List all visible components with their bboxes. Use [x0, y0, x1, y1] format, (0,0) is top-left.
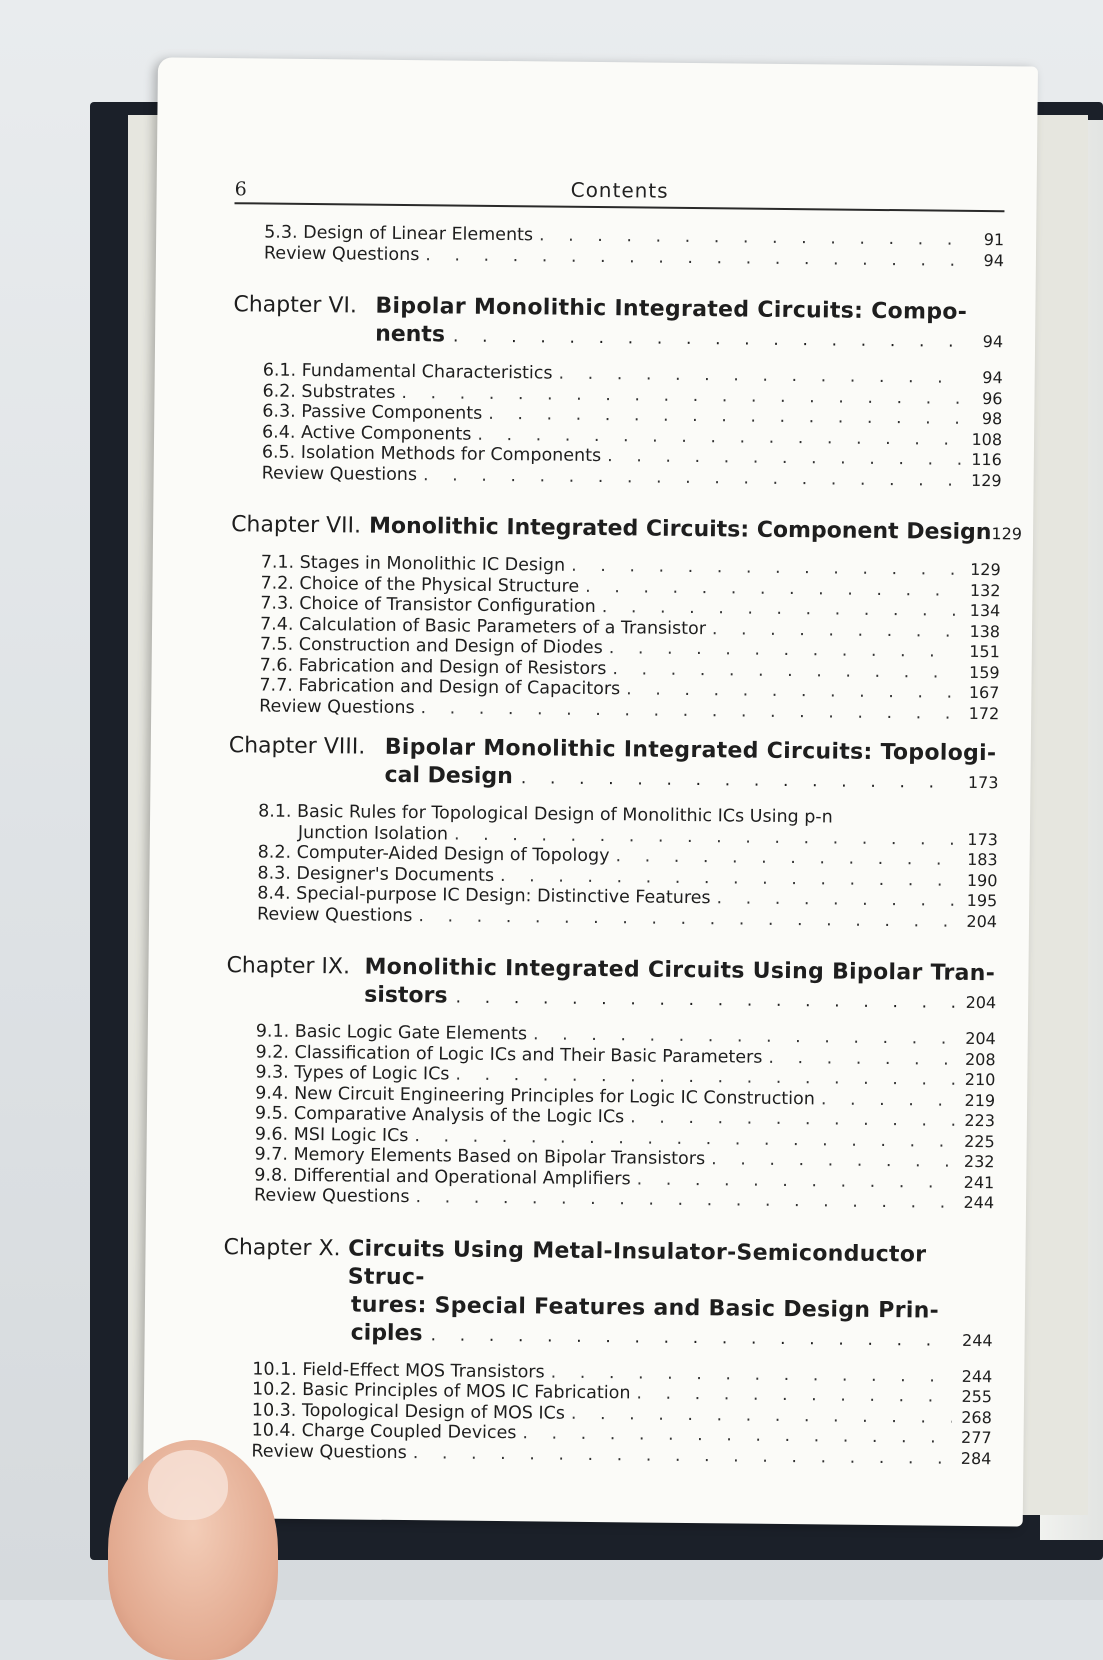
toc-section-continued — [234, 222, 1004, 271]
toc-section-vii — [229, 552, 1001, 724]
toc-entry: 7.6. Fabrication and Design of Resistors . . . 159 — [230, 655, 1000, 684]
toc-entry: Junction Isolation . . . 173 — [228, 822, 998, 851]
toc-entry: 7.2. Choice of the Physical Structure . . . 132 — [230, 573, 1000, 602]
toc-entry: 10.1. Field-Effect MOS Transistors . . . 244 — [222, 1359, 992, 1388]
toc-entry: 7.4. Calculation of Basic Parameters of a Transistor . . . 138 — [230, 614, 1000, 643]
toc-entry: 6.2. Substrates . . . 96 — [232, 381, 1002, 410]
toc-entry: 9.8. Differential and Operational Amplifiers . . . 241 — [224, 1165, 994, 1194]
toc-entry: 6.3. Passive Components . . . 98 — [232, 401, 1002, 430]
toc-section-x — [221, 1359, 992, 1470]
toc-entry: Review Questions . . . 244 — [224, 1185, 994, 1214]
toc-entry: 9.6. MSI Logic ICs . . . 225 — [225, 1124, 995, 1153]
toc-entry: 9.7. Memory Elements Based on Bipolar Transistors . . . 232 — [224, 1144, 994, 1173]
toc-entry: 10.4. Charge Coupled Devices . . . 277 — [222, 1420, 992, 1449]
toc-entry: 7.7. Fabrication and Design of Capacitors . . . 167 — [229, 675, 999, 704]
toc-entry: 9.4. New Circuit Engineering Principles for Logic IC Construction . . . 219 — [225, 1083, 995, 1112]
page-header — [234, 166, 1004, 212]
page-number: 6 — [234, 178, 247, 201]
chapter-heading-vi: Chapter VI. Bipolar Monolithic Integrated Circuits: Compo- nents . . . 94 — [233, 291, 1004, 356]
toc-entry: 9.3. Types of Logic ICs . . . 210 — [225, 1062, 995, 1091]
toc-entry: 10.3. Topological Design of MOS ICs . . . 268 — [222, 1400, 992, 1429]
toc-entry: 9.5. Comparative Analysis of the Logic ICs . . . 223 — [225, 1103, 995, 1132]
book-page — [143, 57, 1038, 1526]
toc-entry: Review Questions . . . 172 — [229, 696, 999, 725]
toc-entry: Review Questions . . . 284 — [221, 1441, 991, 1470]
toc-entry: 6.1. Fundamental Characteristics . . . 94 — [233, 360, 1003, 389]
chapter-heading-x: Chapter X. Circuits Using Metal-Insulator-Semiconductor Struc- tures: Special Features and Basic Design Prin- ciples . . . 244 — [223, 1234, 994, 1355]
thumbnail-fingernail — [148, 1450, 228, 1520]
toc-entry: 8.4. Special-purpose IC Design: Distinctive Features . . . 195 — [227, 883, 997, 912]
toc-section-vi — [232, 360, 1003, 491]
toc-entry: 7.3. Choice of Transistor Configuration . . . 134 — [230, 593, 1000, 622]
toc-entry: 6.4. Active Components . . . 108 — [232, 422, 1002, 451]
running-title: Contents — [570, 177, 669, 203]
table-of-contents — [221, 222, 1023, 1469]
toc-entry: Review Questions . . . 204 — [227, 904, 997, 933]
chapter-heading-vii: Chapter VII. Monolithic Integrated Circuits: Component Design 129 — [231, 512, 1023, 546]
toc-entry: 7.5. Construction and Design of Diodes . . . 151 — [230, 634, 1000, 663]
toc-entry: 7.1. Stages in Monolithic IC Design . . . 129 — [231, 552, 1001, 581]
toc-entry: 8.2. Computer-Aided Design of Topology . . . 183 — [228, 842, 998, 871]
toc-entry: 9.1. Basic Logic Gate Elements . . . 204 — [226, 1021, 996, 1050]
chapter-heading-ix: Chapter IX. Monolithic Integrated Circuits Using Bipolar Tran- sistors . . . 204 — [226, 952, 997, 1017]
toc-entry: 5.3. Design of Linear Elements . . . 91 — [234, 222, 1004, 251]
toc-entry: Review Questions . . . 129 — [232, 463, 1002, 492]
chapter-heading-viii: Chapter VIII. Bipolar Monolithic Integrated Circuits: Topologi- cal Design . . . 173 — [228, 732, 999, 797]
toc-section-ix — [224, 1021, 996, 1214]
toc-entry: 8.3. Designer's Documents . . . 190 — [227, 863, 997, 892]
toc-entry: Review Questions . . . 94 — [234, 243, 1004, 272]
toc-entry: 6.5. Isolation Methods for Components . . . 116 — [232, 442, 1002, 471]
toc-section-viii — [227, 801, 998, 932]
toc-entry: 10.2. Basic Principles of MOS IC Fabrication . . . 255 — [222, 1379, 992, 1408]
toc-entry: 8.1. Basic Rules for Topological Design of Monolithic ICs Using p-n — [258, 801, 833, 828]
toc-entry: 9.2. Classification of Logic ICs and Their Basic Parameters . . . 208 — [226, 1042, 996, 1071]
